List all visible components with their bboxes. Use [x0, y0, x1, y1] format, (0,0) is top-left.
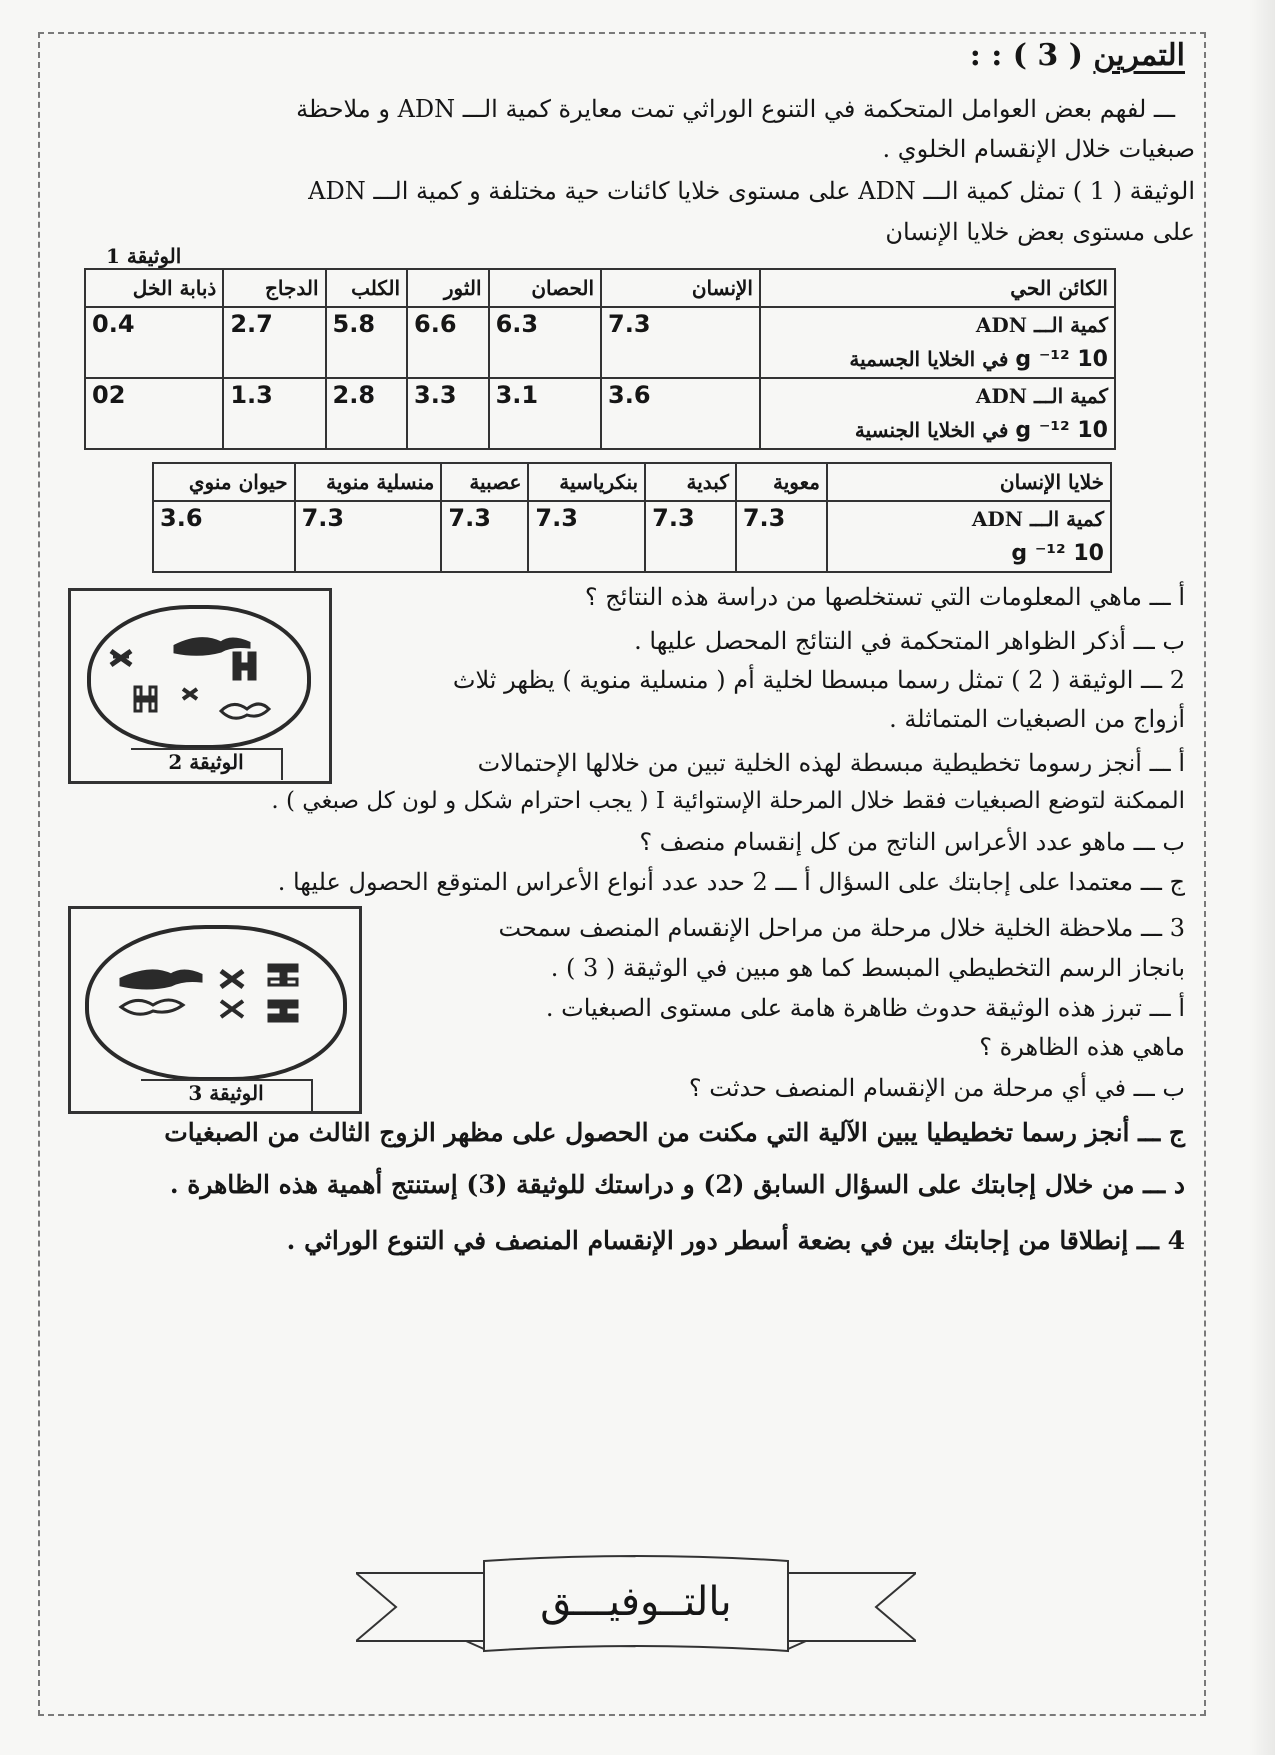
figure-doc3: [68, 906, 362, 1114]
table-cell: 7.3: [295, 501, 442, 572]
table-header-cell: الحصان: [489, 269, 601, 307]
table-cell: 7.3: [601, 307, 760, 378]
doc1-desc-line-1: الوثيقة ( 1 ) تمثل كمية الـــ ADN على مستوى خلايا كائنات حية مختلفة و كمية الـــ ADN: [308, 177, 1195, 205]
table-cell: 7.3: [441, 501, 528, 572]
table-cell: 6.6: [407, 307, 489, 378]
table-cell: 1.3: [223, 378, 325, 449]
question-2-line-1: 2 ـــ الوثيقة ( 2 ) تمثل رسما مبسطا لخلية أم ( منسلية منوية ) يظهر ثلاث: [452, 666, 1185, 694]
table-header-cell: كبدية: [645, 463, 736, 501]
row-label-sexual: [760, 378, 1115, 449]
question-1b: ب ـــ أذكر الظواهر المتحكمة في النتائج المحصل عليها .: [634, 627, 1185, 655]
question-2a-line-2: الممكنة لتوضع الصبغيات فقط خلال المرحلة الإستوائية I ( يجب احترام شكل و لون كل صبغي ) .: [271, 788, 1185, 814]
figure-doc2: [68, 588, 332, 784]
title-colon: : :: [969, 38, 1003, 73]
table-header-cell: الكائن الحي: [760, 269, 1115, 307]
banner-text: بالتــوفيـــق: [540, 1579, 732, 1625]
row-label-text: كمية الـــ ADN: [975, 313, 1108, 337]
table-row: [153, 501, 1111, 572]
exercise-title: [970, 38, 1185, 73]
question-2a-line-1: أ ـــ أنجز رسوما تخطيطية مبسطة لهذه الخلية تبين من خلالها الإحتمالات: [477, 749, 1185, 777]
unit-text: 10 g ⁻¹²: [1015, 347, 1108, 372]
unit-text: 10 g ⁻¹²: [1011, 541, 1104, 566]
table-header-row: [153, 463, 1111, 501]
question-3c: ج ـــ أنجز رسما تخطيطيا يبين الآلية التي مكنت من الحصول على مظهر الزوج الثالث من الصبغيات: [164, 1118, 1185, 1147]
table-cell: 02: [85, 378, 223, 449]
table-cell: 7.3: [645, 501, 736, 572]
question-2-line-2: أزواج من الصبغيات المتماثلة .: [889, 705, 1185, 733]
table-header-cell: الكلب: [326, 269, 408, 307]
good-luck-banner: [356, 1553, 916, 1663]
table-header-row: [85, 269, 1115, 307]
table-cell: 2.8: [326, 378, 408, 449]
table-cell: 0.4: [85, 307, 223, 378]
row-label-text: كمية الـــ ADN: [971, 507, 1104, 531]
question-1a: أ ـــ ماهي المعلومات التي تستخلصها من دراسة هذه النتائج ؟: [584, 583, 1185, 611]
table-header-cell: الثور: [407, 269, 489, 307]
intro-line-2: صبغيات خلال الإنقسام الخلوي .: [882, 135, 1195, 163]
table-cell: 7.3: [736, 501, 827, 572]
doc1-desc-line-2: على مستوى بعض خلايا الإنسان: [885, 218, 1195, 246]
title-word: التمرين: [1093, 38, 1185, 73]
question-3-line-1: 3 ـــ ملاحظة الخلية خلال مرحلة من مراحل الإنقسام المنصف سمحت: [498, 914, 1185, 942]
table-row: [85, 307, 1115, 378]
unit-text: 10 g ⁻¹²: [1015, 418, 1108, 443]
doc1-label: الوثيقة 1: [106, 244, 182, 268]
row-sub-text: في الخلايا الجنسية: [854, 418, 1009, 442]
table-cell: 2.7: [223, 307, 325, 378]
question-3-line-2: بانجاز الرسم التخطيطي المبسط كما هو مبين في الوثيقة ( 3 ) .: [550, 954, 1185, 982]
doc3-caption: الوثيقة 3: [141, 1079, 313, 1111]
doc2-caption: الوثيقة 2: [131, 748, 283, 780]
question-3a-line-1: أ ـــ تبرز هذه الوثيقة حدوث ظاهرة هامة على مستوى الصبغيات .: [545, 994, 1185, 1022]
row-label-text: كمية الـــ ADN: [975, 384, 1108, 408]
table-header-cell: حيوان منوي: [153, 463, 295, 501]
table-header-cell: الدجاج: [223, 269, 325, 307]
row-label-human: [827, 501, 1111, 572]
table-cell: 6.3: [489, 307, 601, 378]
table-cell: 3.1: [489, 378, 601, 449]
table-header-cell: بنكرياسية: [528, 463, 645, 501]
table-header-cell: عصبية: [441, 463, 528, 501]
table-cell: 3.6: [601, 378, 760, 449]
question-3d: د ـــ من خلال إجابتك على السؤال السابق (2) و دراستك للوثيقة (3) إستنتج أهمية هذه الظاهرة .: [169, 1170, 1185, 1199]
question-2c: ج ـــ معتمدا على إجابتك على السؤال أ ـــ 2 حدد عدد أنواع الأعراس المتوقع الحصول عليها .: [277, 868, 1185, 896]
table-row: [85, 378, 1115, 449]
row-sub-text: في الخلايا الجسمية: [849, 347, 1009, 371]
table-header-cell: الإنسان: [601, 269, 760, 307]
table-human-cells: [152, 462, 1112, 573]
question-3a-line-2: ماهي هذه الظاهرة ؟: [979, 1033, 1185, 1061]
intro-line-1: ـــ لفهم بعض العوامل المتحكمة في التنوع الوراثي تمت معايرة كمية الـــ ADN و ملاحظة: [296, 95, 1175, 123]
title-number: ( 3 ): [1012, 38, 1083, 73]
question-4: 4 ـــ إنطلاقا من إجابتك بين في بضعة أسطر دور الإنقسام المنصف في التنوع الوراثي .: [286, 1226, 1185, 1255]
scan-edge: [1249, 0, 1275, 1755]
table-header-cell: منسلية منوية: [295, 463, 442, 501]
question-3b: ب ـــ في أي مرحلة من الإنقسام المنصف حدثت ؟: [688, 1074, 1185, 1102]
table-header-cell: ذبابة الخل: [85, 269, 223, 307]
table-cell: 3.6: [153, 501, 295, 572]
table-header-cell: خلايا الإنسان: [827, 463, 1111, 501]
table-organisms: [84, 268, 1116, 450]
table-cell: 3.3: [407, 378, 489, 449]
table-cell: 7.3: [528, 501, 645, 572]
row-label-somatic: [760, 307, 1115, 378]
question-2b: ب ـــ ماهو عدد الأعراس الناتج من كل إنقسام منصف ؟: [639, 828, 1185, 856]
table-header-cell: معوية: [736, 463, 827, 501]
table-cell: 5.8: [326, 307, 408, 378]
